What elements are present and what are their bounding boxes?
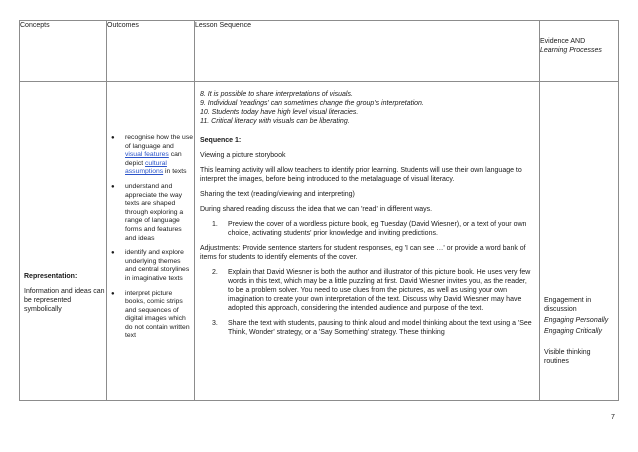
bullet-icon: ● (111, 135, 115, 141)
outcome-item: ● recognise how the use of language and visual features can depict cultural assumptions in texts (111, 134, 194, 176)
header-evidence-line2: Learning Processes (540, 47, 602, 54)
evidence-item: Engagement in discussion (544, 297, 592, 313)
evidence-item: Engaging Critically (544, 328, 602, 335)
concept-title: Representation: (24, 273, 78, 280)
page-number: 7 (611, 414, 615, 421)
paragraph: Viewing a picture storybook (200, 152, 286, 159)
link-cultural-assumptions[interactable]: cultural assumptions (125, 159, 167, 176)
lesson-plan-table (19, 20, 619, 401)
outcomes-list (111, 134, 193, 347)
header-outcomes: Outcomes (107, 21, 195, 82)
step-item: 2. Explain that David Wiesner is both the author and illustrator of this picture book. He uses very few words in this text, which may be a little puzzling at first. David Wiesner invites you, as the reader, to be a problem solver. You need to use clues from the pictures, as well as using your own imagination to create your own interpretation of the text. Discuss why David Wiesner may have adopted this approach, considering the intended audience and purpose of the text. (212, 269, 531, 312)
lesson-sequence-cell (195, 82, 540, 401)
outcome-item: ● identify and explore underlying themes and central storylines in imaginative texts (111, 249, 190, 282)
bullet-icon: ● (111, 250, 115, 257)
header-concepts: Concepts (20, 21, 107, 82)
header-evidence (540, 21, 619, 82)
understanding-item: 9. Individual 'readings' can sometimes change the group's interpretation. (200, 100, 424, 107)
concept-text: Information and ideas can be represented symbolically (24, 288, 105, 313)
sequence-heading: Sequence 1: (200, 137, 242, 144)
table-header-row (20, 21, 619, 82)
step-item: 1. Preview the cover of a wordless picture book, eg Tuesday (David Wiesner), or a text of your own choice, activating students' prior knowledge and inviting predictions. (212, 221, 527, 237)
concept-cell (20, 82, 107, 401)
outcomes-cell (107, 82, 195, 401)
step-list (200, 220, 534, 238)
step-item: 3. Share the text with students, pausing to think aloud and model thinking about the text using a 'See Think, Wonder' strategy, or a 'Say Something' strategy. These thinking (212, 320, 532, 336)
evidence-cell (540, 82, 619, 401)
paragraph: During shared reading discuss the idea that we can 'read' in different ways. (200, 206, 433, 213)
evidence-item: Visible thinking routines (544, 349, 591, 365)
paragraph: Adjustments: Provide sentence starters for student responses, eg 'I can see …' or provide a word bank of items for students to identify elements of the cover. (200, 245, 526, 261)
header-evidence-line1: Evidence AND (540, 38, 586, 45)
understanding-item: 10. Students today have high level visual literacies. (200, 109, 359, 116)
paragraph: Sharing the text (reading/viewing and interpreting) (200, 191, 355, 198)
understanding-item: 11. Critical literacy with visuals can be liberating. (200, 118, 350, 125)
understandings-list (200, 90, 534, 126)
bullet-icon: ● (111, 183, 115, 190)
header-lesson-sequence: Lesson Sequence (195, 21, 540, 82)
evidence-item: Engaging Personally (544, 317, 609, 324)
step-list (200, 268, 534, 337)
paragraph: This learning activity will allow teachers to identify prior learning. Students will use their own language to interpret the images, before being introduced to the metalaguage of visual literacy. (200, 167, 522, 183)
link-visual-features[interactable]: visual features (125, 151, 169, 159)
outcome-item: ● interpret picture books, comic strips and sequences of digital images which do not contain written text (111, 289, 190, 340)
understanding-item: 8. It is possible to share interpretations of visuals. (200, 91, 353, 98)
outcome-item: ● understand and appreciate the way texts are shaped through exploring a range of language forms and features and ideas (111, 182, 184, 242)
bullet-icon: ● (111, 290, 115, 297)
table-body-row (20, 82, 619, 401)
